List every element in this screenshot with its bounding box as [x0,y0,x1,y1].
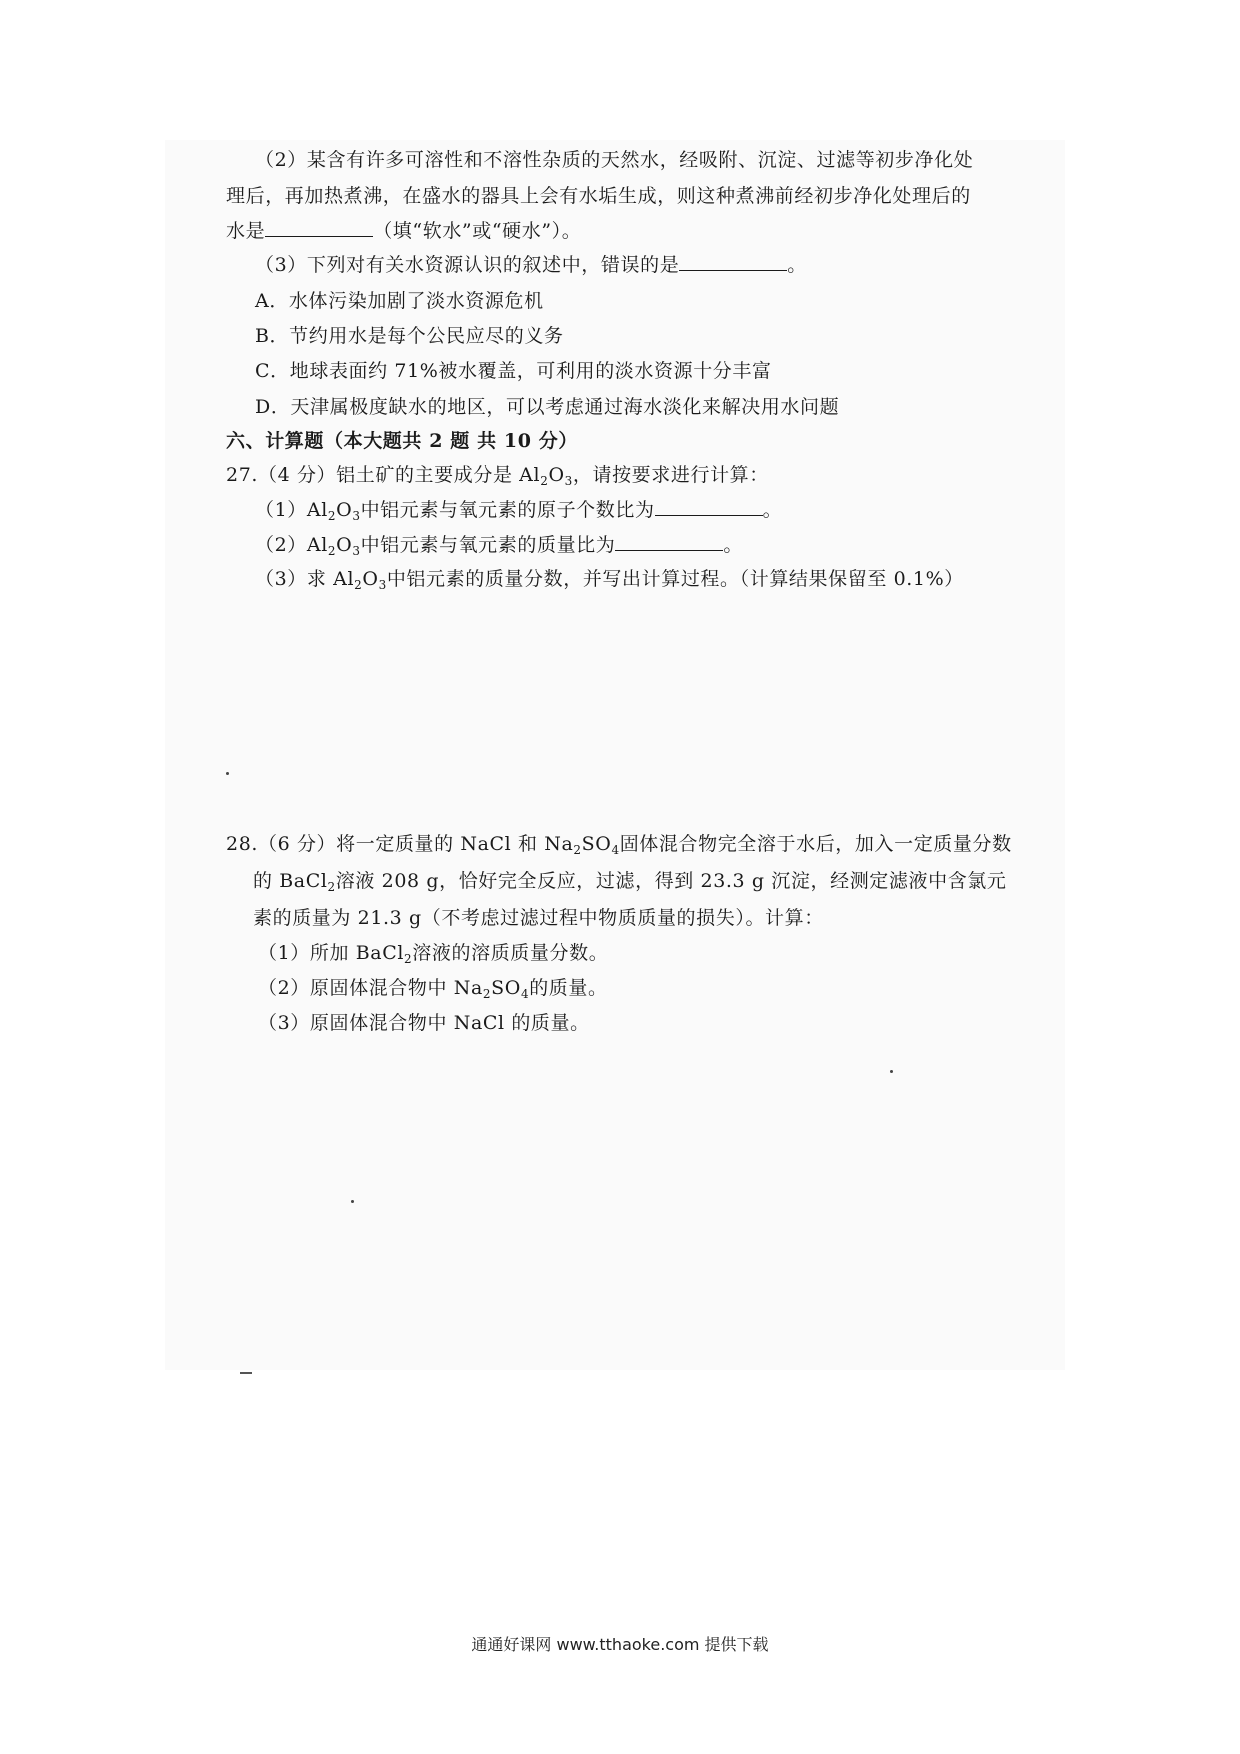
end-mark: 。 [723,534,743,556]
q26-part2-line3-pre: 水是 [226,220,266,242]
formula-part: O [336,499,353,521]
q28-line2-post: 溶液 208 g，恰好完全反应，过滤，得到 23.3 g 沉淀，经测定滤液中含氯元 [335,870,1007,892]
q27-part2 [255,532,743,558]
q27-part1 [255,497,782,523]
q28-part2-pre: （2）原固体混合物中 Na [258,977,483,999]
q26-part2-line3 [226,218,581,244]
subscript: 2 [404,952,413,966]
scan-speck [226,772,229,775]
scan-speck [351,1200,354,1203]
subscript: 2 [354,578,363,592]
subscript: 2 [327,509,337,523]
q28-line2 [253,868,1007,894]
section-heading: 六、计算题（本大题共 2 题 共 10 分） [226,430,578,452]
q27-part1-post: 中铝元素与氧元素的原子个数比为 [360,499,655,521]
q28-part1 [258,940,608,966]
scan-speck [890,1070,893,1073]
q27-part1-pre: （1）Al [255,499,328,521]
q27-part2-post: 中铝元素与氧元素的质量比为 [360,534,616,556]
q27-part3 [255,566,964,592]
q28-line3: 素的质量为 21.3 g（不考虑过滤过程中物质质量的损失）。计算： [253,907,824,929]
answer-blank [265,218,373,237]
q27-intro [226,462,769,488]
q27-part3-pre: （3）求 Al [255,568,355,590]
q28-part3: （3）原固体混合物中 NaCl 的质量。 [258,1012,590,1034]
q26-part3-stem [255,252,807,278]
answer-blank [679,252,787,271]
subscript: 2 [573,843,582,857]
q28-part1-pre: （1）所加 BaCl [258,942,405,964]
q26-part2-line2: 理后，再加热煮沸，在盛水的器具上会有水垢生成，则这种煮沸前经初步净化处理后的 [226,185,971,207]
q28-line1-post: 固体混合物完全溶于水后，加入一定质量分数 [619,833,1012,855]
q26-part3-pre: （3）下列对有关水资源认识的叙述中，错误的是 [255,254,680,276]
formula-part: O [336,534,353,556]
answer-blank [655,497,763,516]
q28-part1-post: 溶液的溶质质量分数。 [412,942,609,964]
subscript: 3 [352,509,361,523]
q26-part2-line1: （2）某含有许多可溶性和不溶性杂质的天然水，经吸附、沉淀、过滤等初步净化处 [255,149,974,171]
q28-line1 [226,831,1012,857]
formula-part: SO [581,833,612,855]
formula-part: O [548,464,565,486]
q28-part2 [258,975,608,1001]
q26-part2-line3-post: （填“软水”或“硬水”）。 [373,220,582,242]
scan-mark [240,1372,252,1374]
q26-part3-post: 。 [787,254,807,276]
end-mark: 。 [762,499,783,521]
subscript: 3 [352,544,361,558]
q26-option-a: A．水体污染加剧了淡水资源危机 [255,290,544,312]
subscript: 2 [540,474,549,488]
subscript: 2 [327,544,337,558]
formula-part: SO [491,977,521,999]
q27-part2-pre: （2）Al [255,534,328,556]
subscript: 4 [611,843,620,857]
subscript: 3 [378,578,387,592]
page-footer: 通通好课网 www.tthaoke.com 提供下载 [471,1635,769,1654]
q26-option-c: C．地球表面约 71%被水覆盖，可利用的淡水资源十分丰富 [255,360,772,382]
answer-blank [615,532,723,551]
formula-part: O [362,568,379,590]
subscript: 3 [564,474,573,488]
subscript: 2 [482,987,492,1001]
q28-part2-post: 的质量。 [529,977,608,999]
subscript: 4 [520,987,530,1001]
q27-part3-post: 中铝元素的质量分数，并写出计算过程。（计算结果保留至 0.1%） [386,568,964,590]
q26-option-b: B．节约用水是每个公民应尽的义务 [255,325,564,347]
q27-intro-pre: 27.（4 分）铝土矿的主要成分是 Al [226,464,541,486]
q28-line2-pre: 的 BaCl [253,870,328,892]
q27-intro-post: ，请按要求进行计算： [572,464,769,486]
q28-line1-pre: 28.（6 分）将一定质量的 NaCl 和 Na [226,833,574,855]
subscript: 2 [327,880,336,894]
q26-option-d: D．天津属极度缺水的地区，可以考虑通过海水淡化来解决用水问题 [255,396,840,418]
